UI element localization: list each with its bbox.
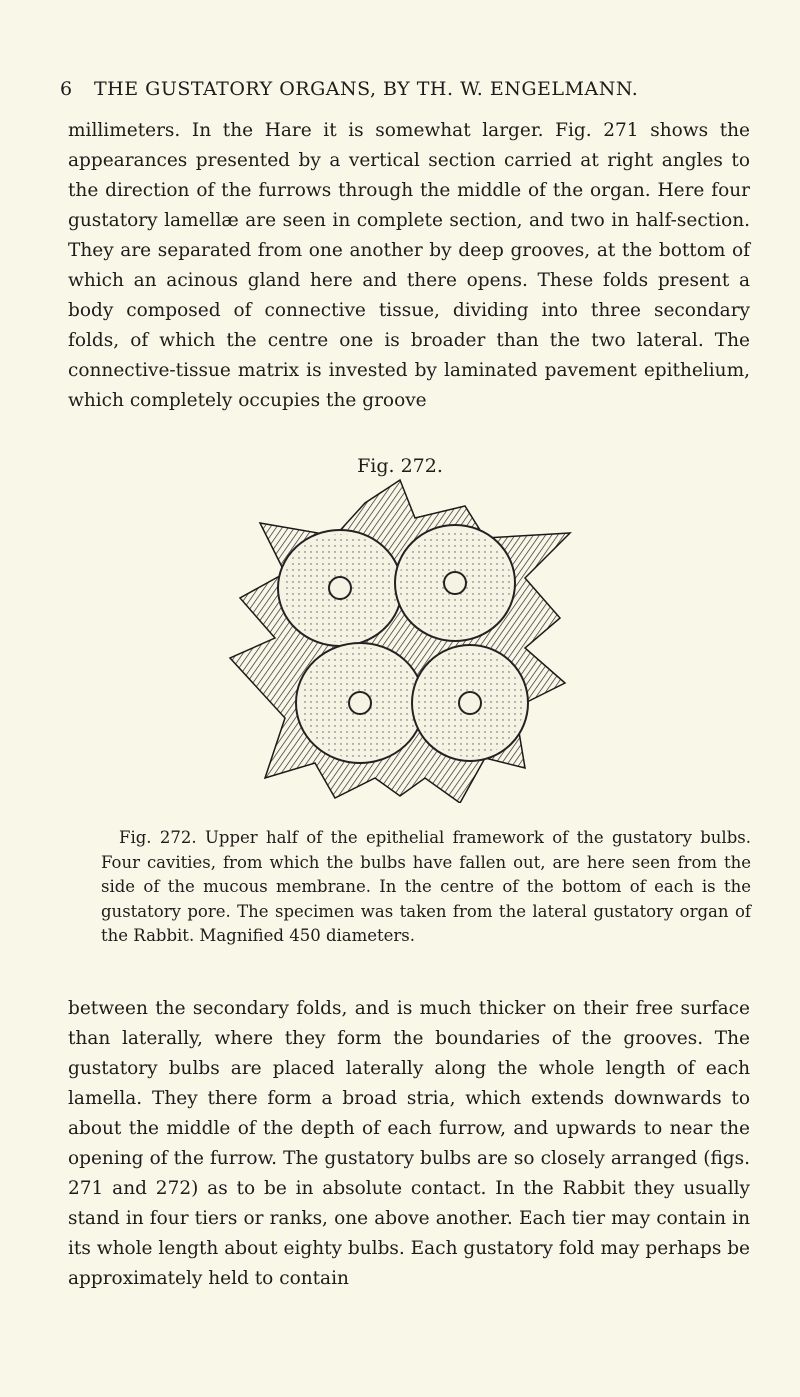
figure-illustration bbox=[225, 478, 575, 803]
gustatory-pore-2 bbox=[444, 572, 466, 594]
page-number: 6 bbox=[60, 78, 73, 100]
epithelial-framework bbox=[230, 480, 570, 803]
gustatory-pore-4 bbox=[459, 692, 481, 714]
paragraph-2: between the secondary folds, and is much thicker on their free surface than laterally, where they form the boundaries of the grooves. The gustatory bulbs are placed laterally along the whole length of each lamella. They there form a broad stria, which extends downwards to about the middle of the depth of each furrow, and upwards to near the opening of the furrow. The gustatory bulbs are so closely arranged (figs. 271 and 272) as to be in absolute contact. In the Rabbit they usually stand in four tiers or ranks, one above another. Each tier may contain in its whole length about eighty bulbs. Each gustatory fold may perhaps be approximately held to contain bbox=[68, 998, 750, 1289]
paragraph-1: millimeters. In the Hare it is somewhat larger. Fig. 271 shows the appearances presented by a vertical section carried at right angles to the direction of the furrows through the middle of the organ. Here four gustatory lamellæ are seen in complete section, and two in half-section. They are separated from one another by deep grooves, at the bottom of which an acinous gland here and there opens. These folds present a body composed of connective tissue, dividing into three secondary folds, of which the centre one is broader than the two lateral. The connective-tissue matrix is invested by laminated pavement epithelium, which completely occupies the groove bbox=[68, 120, 750, 411]
running-title: THE GUSTATORY ORGANS, BY TH. W. ENGELMANN. bbox=[94, 78, 639, 100]
figure-caption: Fig. 272. Upper half of the epithelial framework of the gustatory bulbs. Four cavities, from which the bulbs have fallen out, are here seen from the side of the mucous membrane. In the centre of the bottom of each is the gustatory pore. The specimen was taken from the lateral gustatory organ of the Rabbit. Magnified 450 diameters. bbox=[101, 828, 751, 945]
figure-label: Fig. 272. bbox=[357, 455, 443, 477]
gustatory-pore-1 bbox=[329, 577, 351, 599]
running-header bbox=[60, 78, 750, 100]
gustatory-pore-3 bbox=[349, 692, 371, 714]
